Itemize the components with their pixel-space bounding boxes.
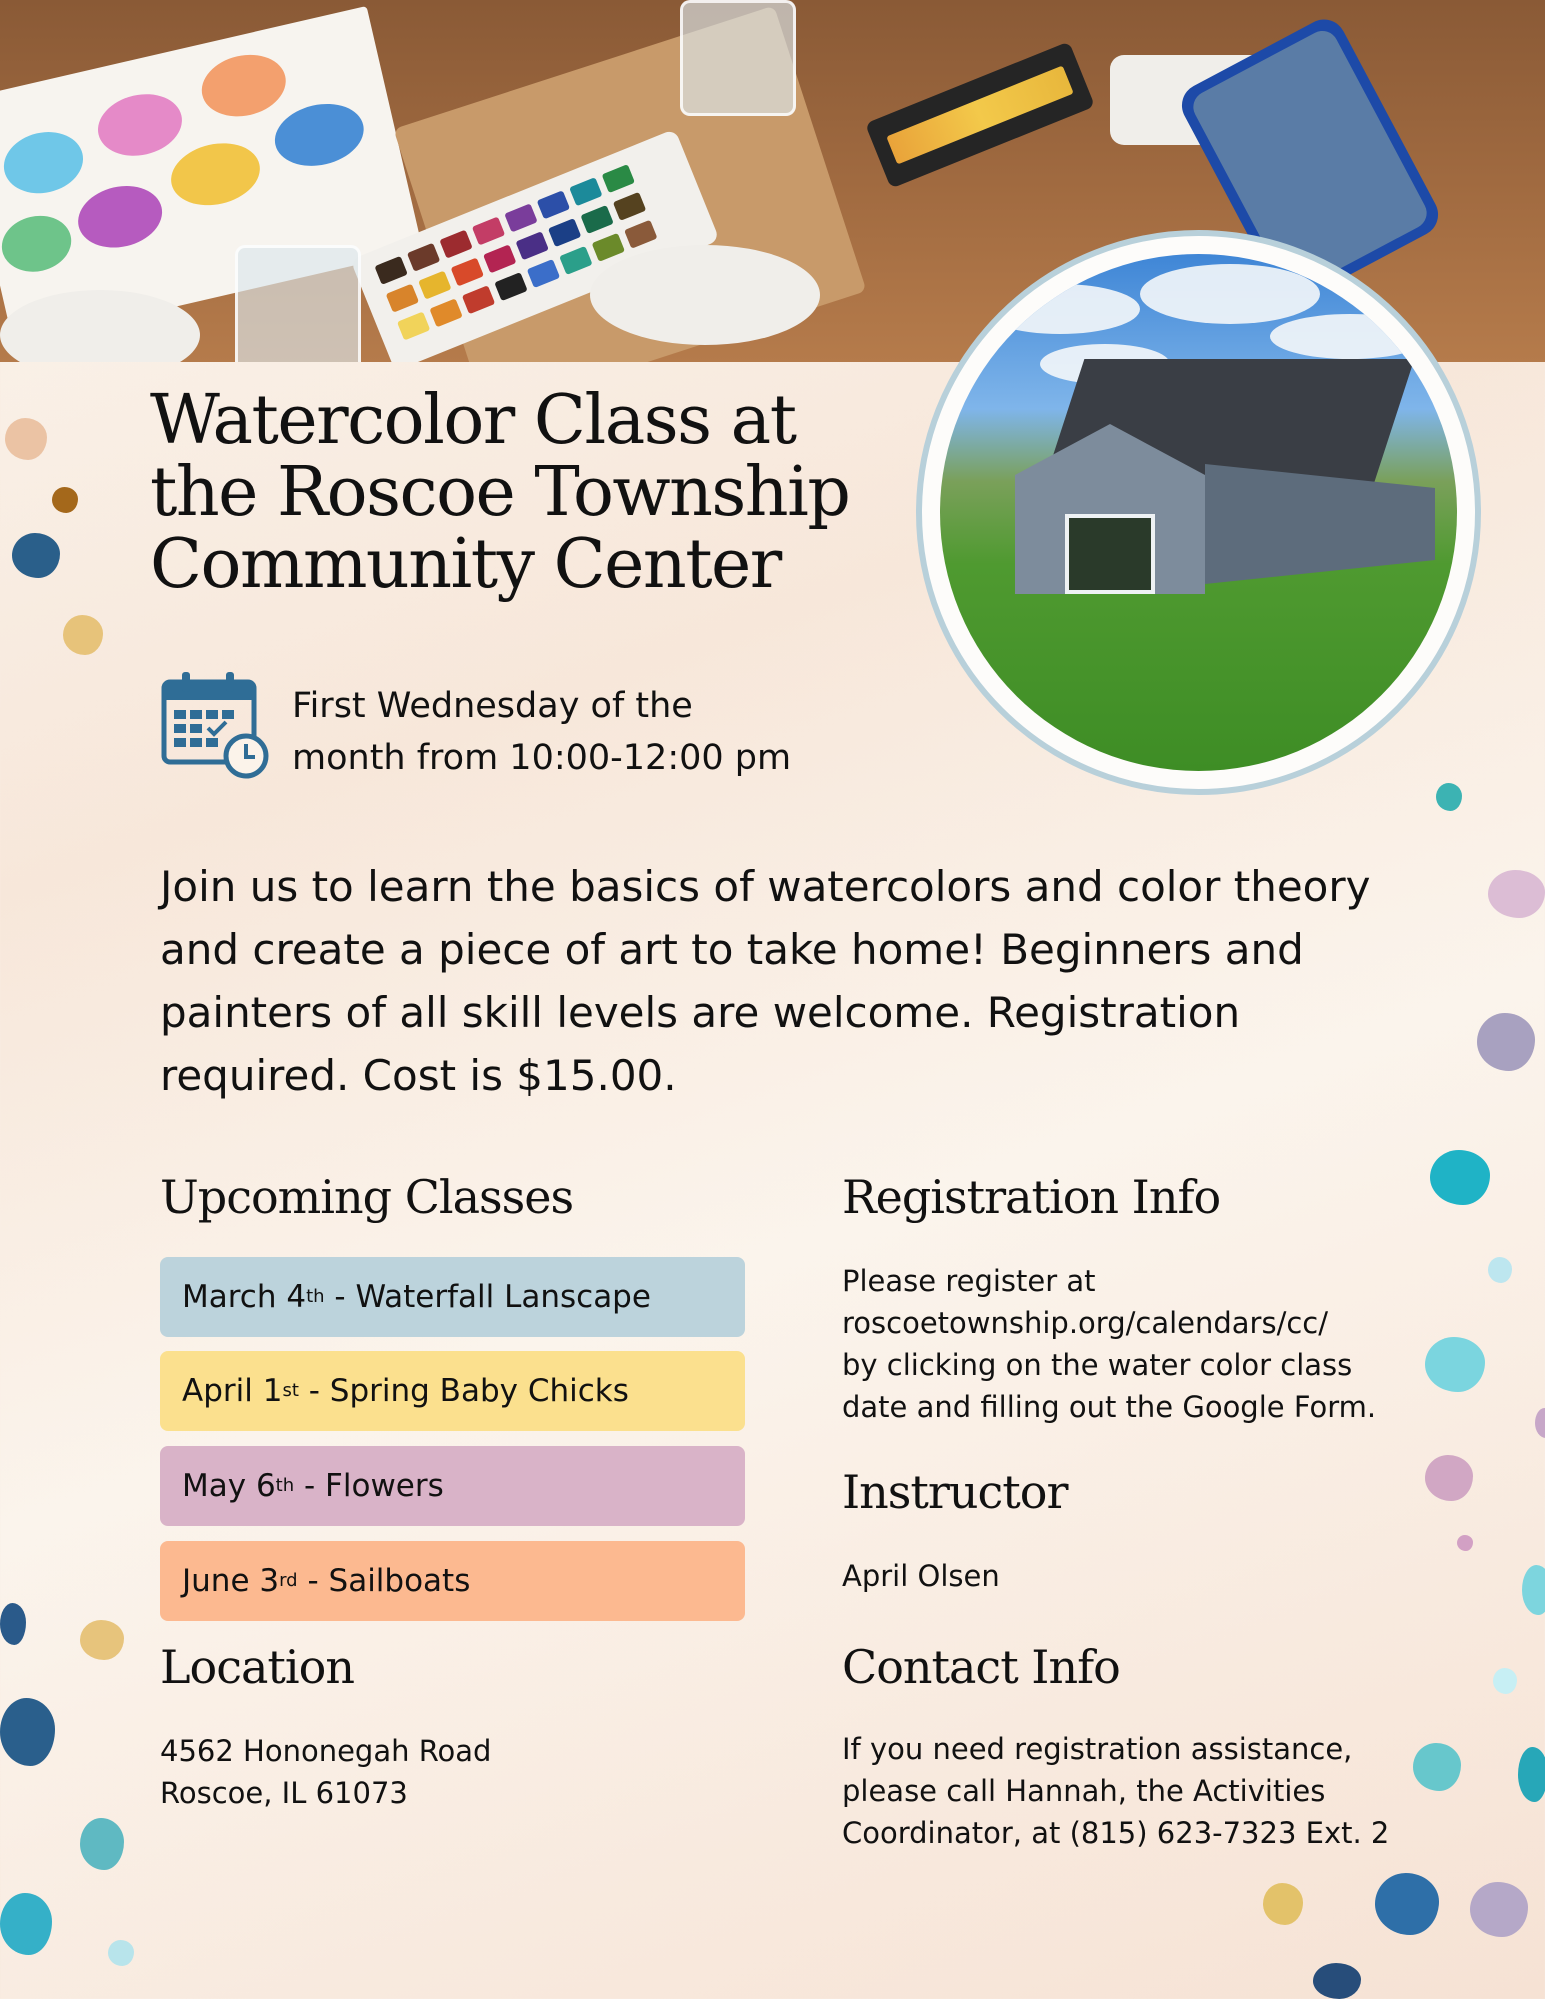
registration-line-3: by clicking on the water color class bbox=[842, 1348, 1353, 1382]
class-topic: Spring Baby Chicks bbox=[329, 1373, 629, 1409]
schedule-line-1: First Wednesday of the bbox=[292, 686, 693, 726]
registration-heading: Registration Info bbox=[842, 1170, 1221, 1224]
intro-paragraph: Join us to learn the basics of watercolors and color theory and create a piece of art to take home! Beginners and painters of all skill levels are welcome. Registration required. Cost is $15.00. bbox=[160, 862, 1371, 1100]
class-date: May 6 bbox=[182, 1468, 276, 1504]
class-date: April 1 bbox=[182, 1373, 283, 1409]
title-line-1: Watercolor Class at bbox=[150, 381, 796, 460]
location-heading: Location bbox=[160, 1640, 354, 1694]
schedule-line-2: month from 10:00-12:00 pm bbox=[292, 738, 792, 778]
paint-dot bbox=[1488, 1257, 1512, 1283]
location-address bbox=[160, 1730, 491, 1814]
upcoming-classes-heading: Upcoming Classes bbox=[160, 1170, 574, 1224]
paint-dot bbox=[63, 615, 103, 655]
paint-dot bbox=[1477, 1013, 1535, 1071]
class-topic: Flowers bbox=[325, 1468, 444, 1504]
contact-heading: Contact Info bbox=[842, 1640, 1120, 1694]
contact-line-3: Coordinator, at (815) 623-7323 Ext. 2 bbox=[842, 1816, 1390, 1850]
class-date: June 3 bbox=[182, 1563, 280, 1599]
paint-dot bbox=[1535, 1408, 1545, 1438]
registration-line-1: Please register at bbox=[842, 1264, 1096, 1298]
class-item-june: June 3 rd - Sailboats bbox=[160, 1541, 745, 1621]
instructor-heading: Instructor bbox=[842, 1465, 1068, 1519]
paint-dot bbox=[52, 487, 78, 513]
address-line-2: Roscoe, IL 61073 bbox=[160, 1776, 408, 1810]
paint-dot bbox=[1425, 1337, 1485, 1392]
dash: - bbox=[324, 1279, 356, 1315]
paint-dot bbox=[1436, 783, 1462, 811]
page-title bbox=[150, 381, 910, 604]
paint-dot bbox=[108, 1940, 134, 1966]
paint-dot bbox=[1488, 870, 1545, 918]
paint-dot bbox=[1313, 1963, 1361, 1999]
title-line-2: the Roscoe Township bbox=[150, 453, 850, 532]
paint-dot bbox=[1263, 1883, 1303, 1925]
address-line-1: 4562 Hononegah Road bbox=[160, 1734, 492, 1768]
paint-dot bbox=[80, 1620, 124, 1660]
class-item-april: April 1 st - Spring Baby Chicks bbox=[160, 1351, 745, 1431]
paint-dot bbox=[1518, 1747, 1545, 1802]
registration-text bbox=[842, 1260, 1376, 1428]
dash: - bbox=[297, 1563, 329, 1599]
paint-dot bbox=[1413, 1743, 1461, 1791]
title-line-3: Community Center bbox=[150, 525, 781, 604]
yellow-paint-palette bbox=[865, 41, 1095, 188]
registration-line-4: date and filling out the Google Form. bbox=[842, 1390, 1377, 1424]
paint-dot bbox=[1375, 1873, 1439, 1935]
paint-dot bbox=[1457, 1535, 1473, 1551]
dash: - bbox=[294, 1468, 326, 1504]
calendar-clock-icon bbox=[160, 668, 272, 780]
paint-dot bbox=[80, 1818, 124, 1870]
contact-line-1: If you need registration assistance, bbox=[842, 1732, 1353, 1766]
paint-dot bbox=[0, 1893, 52, 1955]
paint-dot bbox=[0, 1698, 55, 1766]
mixing-tray-right bbox=[590, 245, 820, 345]
instructor-name: April Olsen bbox=[842, 1559, 1000, 1593]
community-center-photo bbox=[916, 230, 1481, 795]
schedule-text bbox=[292, 680, 852, 784]
paint-dot bbox=[0, 1603, 26, 1645]
class-item-may: May 6 th - Flowers bbox=[160, 1446, 745, 1526]
paint-dot bbox=[1470, 1882, 1528, 1937]
class-topic: Sailboats bbox=[328, 1563, 471, 1599]
schedule-block bbox=[160, 668, 852, 784]
class-topic: Waterfall Lanscape bbox=[355, 1279, 651, 1315]
paint-dot bbox=[5, 418, 47, 460]
dash: - bbox=[298, 1373, 330, 1409]
class-date: March 4 bbox=[182, 1279, 307, 1315]
paint-dot bbox=[1522, 1565, 1545, 1615]
registration-url[interactable]: roscoetownship.org/calendars/cc/ bbox=[842, 1306, 1329, 1340]
contact-line-2: please call Hannah, the Activities bbox=[842, 1774, 1326, 1808]
water-jar bbox=[235, 245, 361, 362]
paint-dot bbox=[1425, 1455, 1473, 1501]
paint-dot bbox=[12, 533, 60, 578]
class-item-march: March 4 th - Waterfall Lanscape bbox=[160, 1257, 745, 1337]
brush-jar bbox=[680, 0, 796, 116]
contact-text bbox=[842, 1728, 1389, 1854]
paint-dot bbox=[1493, 1668, 1517, 1694]
paint-dot bbox=[1430, 1150, 1490, 1205]
